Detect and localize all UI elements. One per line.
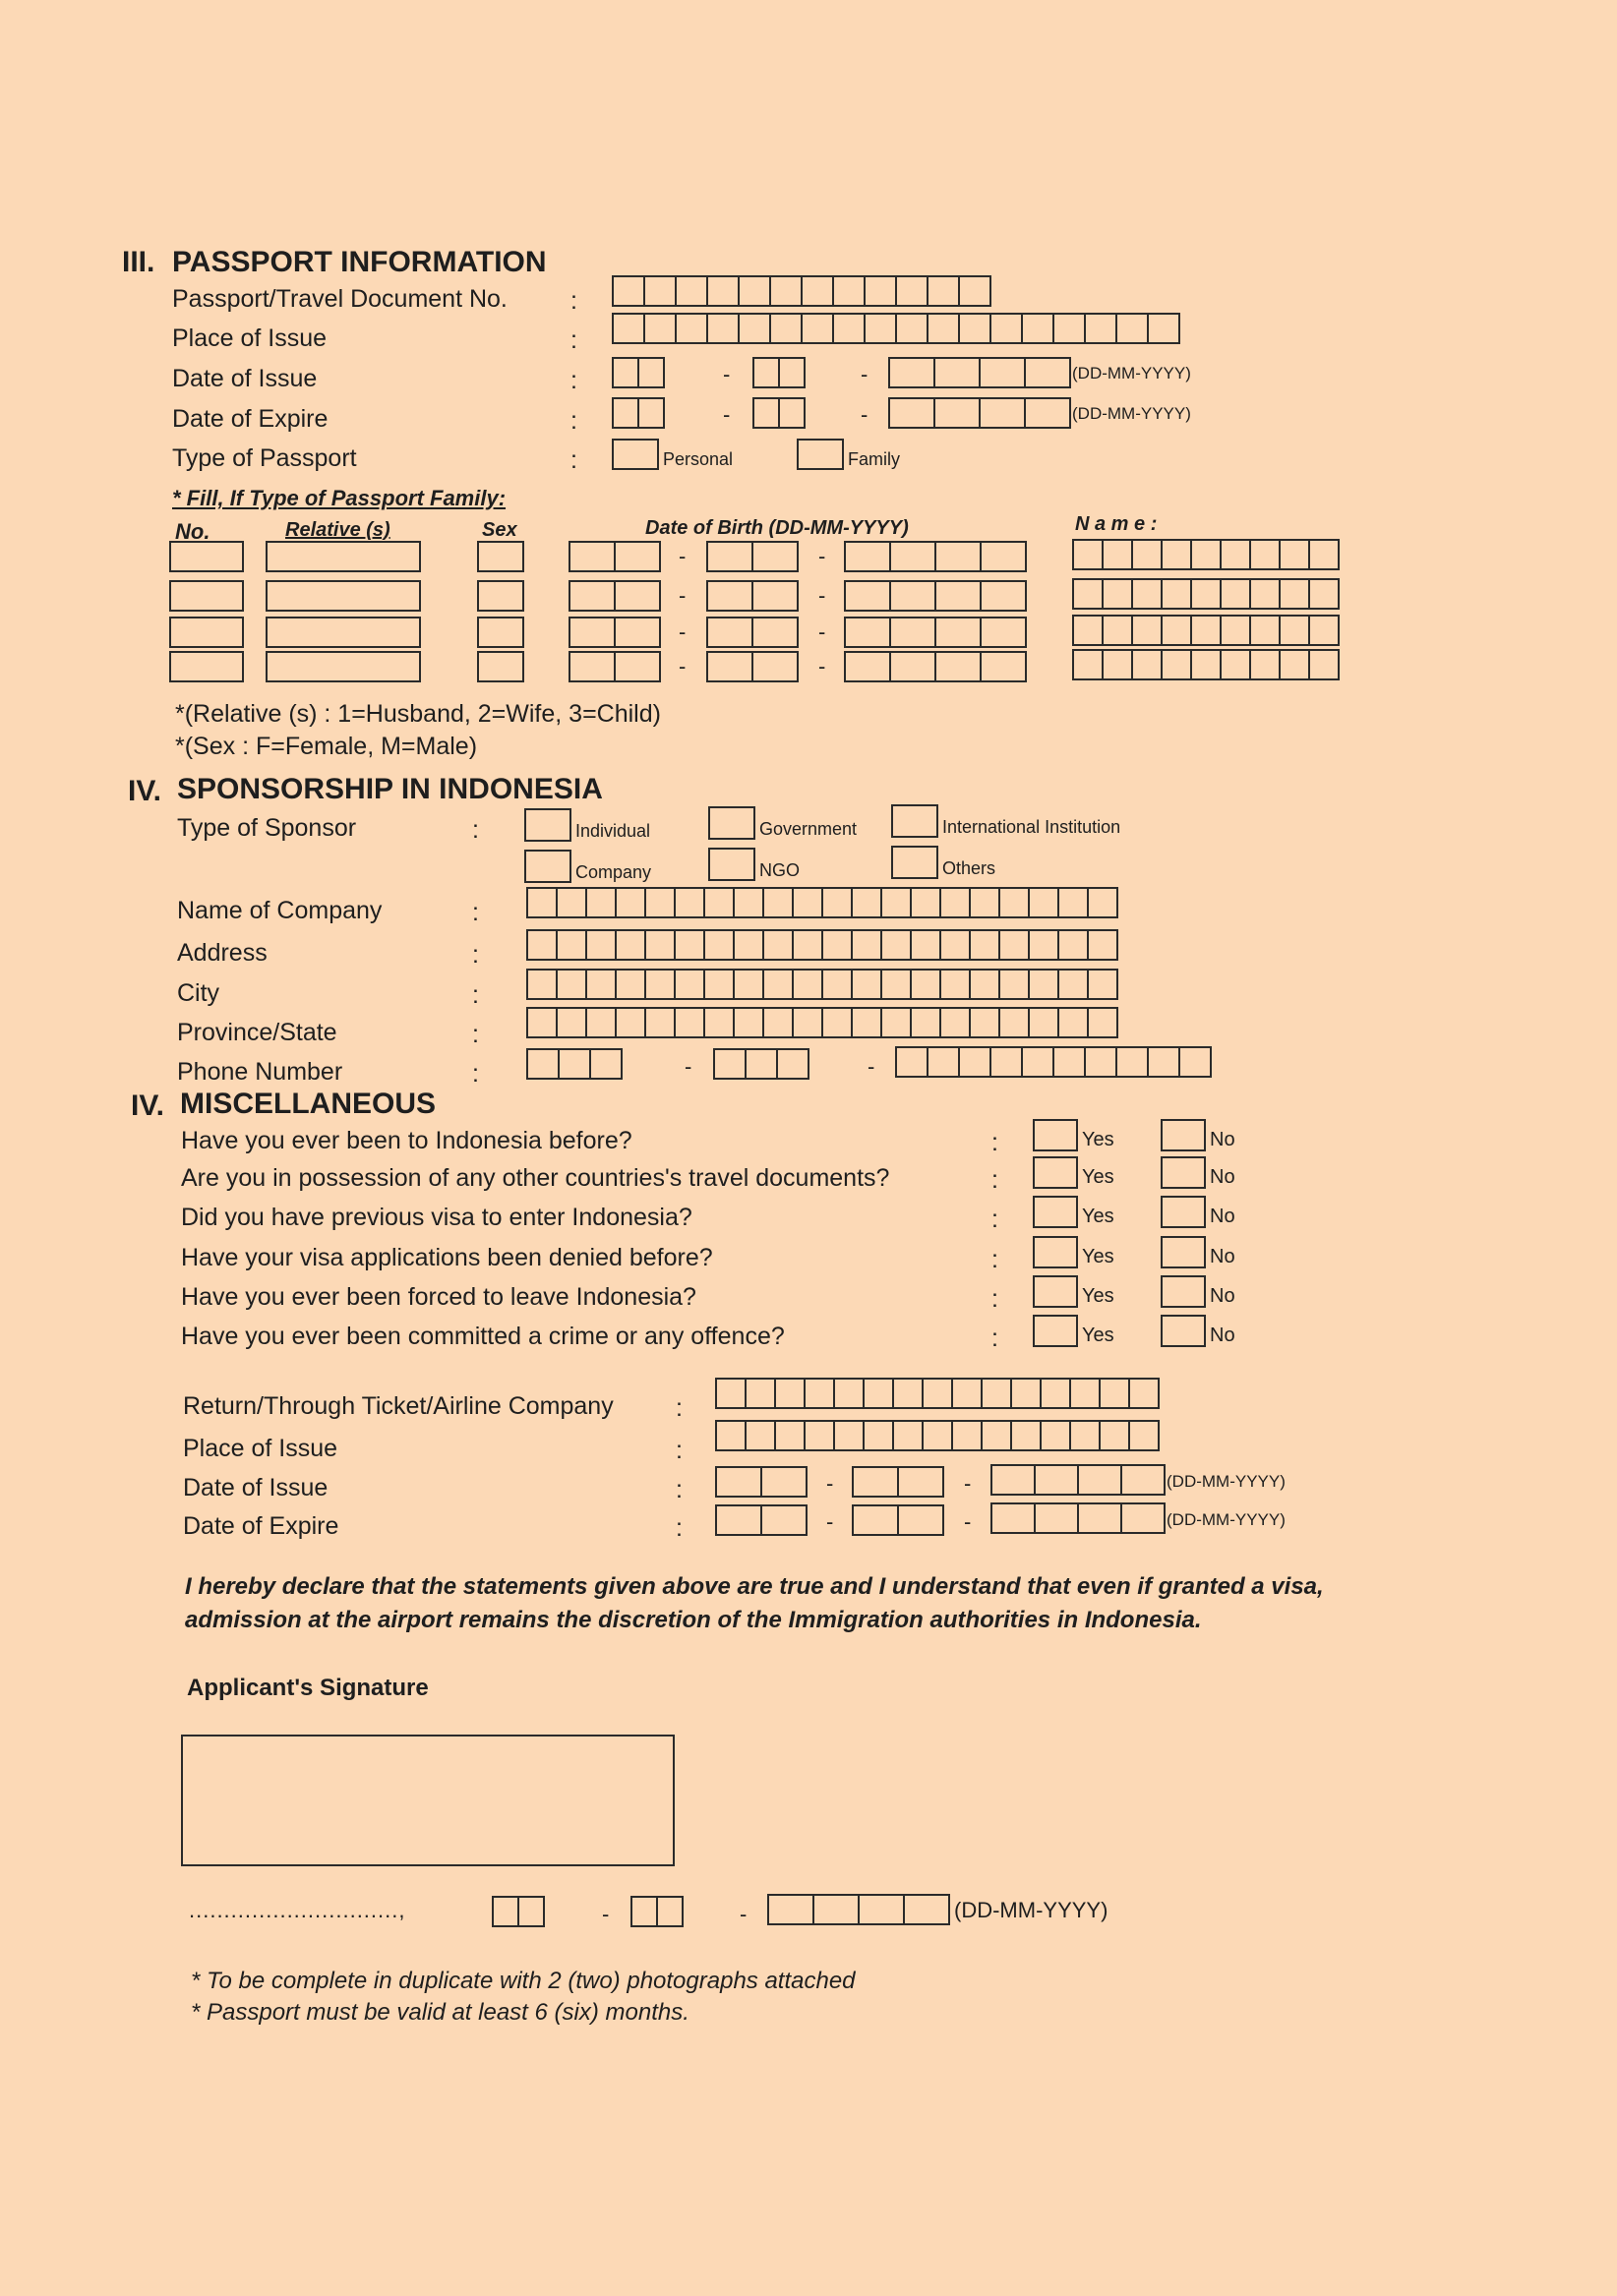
colon: : (676, 1394, 683, 1422)
family-dob-year[interactable] (844, 651, 1025, 682)
date-separator: - (826, 1509, 834, 1534)
family-dob-month[interactable] (706, 580, 797, 612)
family-header-name: N a m e : (1075, 513, 1158, 535)
family-footnote: *(Relative (s) : 1=Husband, 2=Wife, 3=Child) (175, 700, 661, 728)
colon: : (991, 1325, 998, 1352)
family-dob-day[interactable] (569, 541, 659, 572)
date-format-hint: (DD-MM-YYYY) (954, 1898, 1108, 1922)
family-sex-field[interactable] (477, 651, 522, 682)
passport-type-personal[interactable]: Personal (612, 439, 733, 470)
signature-place-dots: .............................., (189, 1898, 406, 1922)
label-province-state: Province/State (177, 1019, 337, 1046)
colon: : (570, 287, 577, 315)
signature-label: Applicant's Signature (187, 1675, 429, 1701)
ticket-place-of-issue-field[interactable] (715, 1420, 1158, 1451)
date-of-issue-year[interactable] (888, 357, 1069, 388)
family-footnote: *(Sex : F=Female, M=Male) (175, 733, 478, 760)
date-separator: - (964, 1509, 972, 1534)
checkbox[interactable] (1161, 1196, 1206, 1228)
phone-separator: - (868, 1054, 875, 1079)
ticket-expire-month[interactable] (852, 1504, 942, 1536)
phone-prefix-field[interactable] (713, 1048, 808, 1080)
footer-note: * To be complete in duplicate with 2 (two) photographs attached (191, 1968, 856, 1994)
family-header-dob: Date of Birth (DD-MM-YYYY) (645, 517, 909, 539)
date-separator: - (818, 544, 826, 568)
sponsor-company[interactable]: Company (524, 850, 651, 883)
family-name-field[interactable] (1072, 615, 1338, 646)
colon: : (570, 446, 577, 474)
misc-question: Have your visa applications been denied before? (181, 1244, 713, 1271)
checkbox[interactable] (1033, 1196, 1078, 1228)
family-sex-field[interactable] (477, 580, 522, 612)
date-separator: - (679, 583, 687, 608)
family-dob-month[interactable] (706, 541, 797, 572)
family-dob-month[interactable] (706, 617, 797, 648)
label-ticket-date-of-expire: Date of Expire (183, 1512, 339, 1540)
misc-no-option[interactable]: No (1161, 1236, 1235, 1268)
checkbox[interactable] (524, 808, 571, 842)
misc-yes-option[interactable]: Yes (1033, 1119, 1114, 1151)
label-type-of-sponsor: Type of Sponsor (177, 814, 357, 842)
signature-date-month[interactable] (630, 1896, 682, 1927)
checkbox[interactable] (708, 806, 755, 840)
date-separator: - (861, 402, 868, 427)
date-separator: - (679, 544, 687, 568)
checkbox[interactable] (1033, 1315, 1078, 1347)
colon: : (570, 326, 577, 354)
colon: : (472, 1021, 479, 1048)
family-dob-year[interactable] (844, 580, 1025, 612)
family-dob-month[interactable] (706, 651, 797, 682)
colon: : (472, 899, 479, 926)
family-relative-field[interactable] (266, 580, 419, 612)
checkbox[interactable] (1033, 1119, 1078, 1151)
checkbox[interactable] (1161, 1119, 1206, 1151)
date-format-hint: (DD-MM-YYYY) (1072, 364, 1191, 383)
sponsor-individual[interactable]: Individual (524, 808, 650, 842)
checkbox[interactable] (1161, 1275, 1206, 1308)
checkbox[interactable] (891, 804, 938, 838)
label-name-of-company: Name of Company (177, 897, 383, 924)
misc-no-option[interactable]: No (1161, 1275, 1235, 1308)
family-relative-field[interactable] (266, 617, 419, 648)
date-format-hint: (DD-MM-YYYY) (1072, 404, 1191, 423)
section-passport-title: PASSPORT INFORMATION (172, 246, 547, 278)
family-dob-day[interactable] (569, 651, 659, 682)
family-note: * Fill, If Type of Passport Family: (172, 486, 507, 510)
company-name-field[interactable] (526, 887, 1116, 918)
colon: : (472, 981, 479, 1009)
colon: : (991, 1285, 998, 1313)
family-no-field[interactable] (169, 617, 242, 648)
family-relative-field[interactable] (266, 651, 419, 682)
misc-no-option[interactable]: No (1161, 1156, 1235, 1189)
family-relative-field[interactable] (266, 541, 419, 572)
family-no-field[interactable] (169, 651, 242, 682)
date-separator: - (818, 583, 826, 608)
phone-separator: - (685, 1054, 692, 1079)
label-ticket-place-of-issue: Place of Issue (183, 1435, 338, 1462)
passport-type-family[interactable]: Family (797, 439, 900, 470)
label-city: City (177, 979, 220, 1007)
family-sex-field[interactable] (477, 617, 522, 648)
date-separator: - (964, 1471, 972, 1496)
misc-yes-option[interactable]: Yes (1033, 1315, 1114, 1347)
colon: : (991, 1246, 998, 1273)
section-misc-title: MISCELLANEOUS (180, 1088, 437, 1120)
date-of-expire-month[interactable] (752, 397, 804, 429)
ticket-expire-year[interactable] (990, 1502, 1164, 1534)
ticket-company-field[interactable] (715, 1378, 1158, 1409)
section-sponsorship-title: SPONSORSHIP IN INDONESIA (177, 773, 603, 805)
phone-number-field[interactable] (895, 1046, 1210, 1078)
date-separator: - (818, 619, 826, 644)
misc-no-option[interactable]: No (1161, 1315, 1235, 1347)
date-of-expire-day[interactable] (612, 397, 663, 429)
misc-question: Have you ever been to Indonesia before? (181, 1127, 632, 1154)
ticket-expire-day[interactable] (715, 1504, 806, 1536)
label-ticket-date-of-issue: Date of Issue (183, 1474, 329, 1501)
colon: : (676, 1437, 683, 1464)
province-field[interactable] (526, 1007, 1116, 1038)
date-format-hint: (DD-MM-YYYY) (1167, 1510, 1286, 1529)
family-dob-day[interactable] (569, 580, 659, 612)
checkbox[interactable] (1161, 1315, 1206, 1347)
sponsor-international-institution[interactable]: International Institution (891, 804, 1120, 838)
phone-area-code-field[interactable] (526, 1048, 621, 1080)
passport-no-field[interactable] (612, 275, 989, 307)
colon: : (472, 941, 479, 969)
date-separator: - (602, 1902, 610, 1926)
sponsor-government[interactable]: Government (708, 806, 857, 840)
date-of-expire-year[interactable] (888, 397, 1069, 429)
label-phone-number: Phone Number (177, 1058, 343, 1086)
colon: : (991, 1166, 998, 1194)
misc-yes-option[interactable]: Yes (1033, 1156, 1114, 1189)
label-type-of-passport: Type of Passport (172, 444, 357, 472)
section-passport-num: III. (122, 246, 155, 278)
colon: : (570, 407, 577, 435)
declaration-line-2: admission at the airport remains the discretion of the Immigration authorities in Indonesia. (185, 1607, 1202, 1633)
checkbox[interactable] (524, 850, 571, 883)
footer-note: * Passport must be valid at least 6 (six) months. (191, 1999, 689, 2026)
family-sex-field[interactable] (477, 541, 522, 572)
colon: : (472, 1060, 479, 1088)
address-field[interactable] (526, 929, 1116, 961)
family-dob-day[interactable] (569, 617, 659, 648)
ticket-issue-day[interactable] (715, 1466, 806, 1498)
declaration-line-1: I hereby declare that the statements given above are true and I understand that even if granted a visa, (185, 1573, 1324, 1600)
label-passport-no: Passport/Travel Document No. (172, 285, 508, 313)
checkbox[interactable] (708, 848, 755, 881)
date-separator: - (826, 1471, 834, 1496)
colon: : (570, 367, 577, 394)
label-date-of-issue: Date of Issue (172, 365, 318, 392)
family-name-field[interactable] (1072, 539, 1338, 570)
date-separator: - (723, 362, 731, 386)
date-of-issue-day[interactable] (612, 357, 663, 388)
family-dob-year[interactable] (844, 541, 1025, 572)
colon: : (991, 1206, 998, 1233)
family-name-field[interactable] (1072, 578, 1338, 610)
checkbox[interactable] (891, 846, 938, 879)
colon: : (676, 1476, 683, 1503)
date-separator: - (723, 402, 731, 427)
family-header-sex: Sex (482, 519, 517, 541)
date-separator: - (818, 654, 826, 678)
date-separator: - (679, 619, 687, 644)
colon: : (472, 816, 479, 844)
sponsor-others[interactable]: Others (891, 846, 995, 879)
section-misc-num: IV. (131, 1089, 164, 1122)
checkbox[interactable] (797, 439, 844, 470)
signature-date-day[interactable] (492, 1896, 543, 1927)
checkbox[interactable] (612, 439, 659, 470)
date-separator: - (740, 1902, 748, 1926)
family-no-field[interactable] (169, 580, 242, 612)
signature-date-year[interactable] (767, 1894, 948, 1925)
checkbox[interactable] (1161, 1156, 1206, 1189)
label-ticket-company: Return/Through Ticket/Airline Company (183, 1392, 614, 1420)
label-address: Address (177, 939, 268, 967)
label-place-of-issue: Place of Issue (172, 324, 328, 352)
date-format-hint: (DD-MM-YYYY) (1167, 1472, 1286, 1491)
colon: : (676, 1514, 683, 1542)
checkbox[interactable] (1033, 1236, 1078, 1268)
checkbox[interactable] (1161, 1236, 1206, 1268)
checkbox[interactable] (1033, 1156, 1078, 1189)
family-header-relative: Relative (s) (285, 519, 390, 541)
checkbox[interactable] (1033, 1275, 1078, 1308)
misc-yes-option[interactable]: Yes (1033, 1275, 1114, 1308)
family-no-field[interactable] (169, 541, 242, 572)
family-dob-year[interactable] (844, 617, 1025, 648)
signature-box[interactable] (181, 1735, 675, 1866)
sponsor-ngo[interactable]: NGO (708, 848, 800, 881)
ticket-issue-year[interactable] (990, 1464, 1164, 1496)
family-header-no: No. (175, 519, 210, 544)
misc-question: Are you in possession of any other countries's travel documents? (181, 1164, 890, 1192)
family-name-field[interactable] (1072, 649, 1338, 680)
place-of-issue-field[interactable] (612, 313, 1178, 344)
misc-yes-option[interactable]: Yes (1033, 1196, 1114, 1228)
colon: : (991, 1129, 998, 1156)
misc-question: Did you have previous visa to enter Indonesia? (181, 1204, 692, 1231)
misc-no-option[interactable]: No (1161, 1119, 1235, 1151)
city-field[interactable] (526, 969, 1116, 1000)
ticket-issue-month[interactable] (852, 1466, 942, 1498)
date-separator: - (861, 362, 868, 386)
misc-no-option[interactable]: No (1161, 1196, 1235, 1228)
date-separator: - (679, 654, 687, 678)
misc-question: Have you ever been forced to leave Indonesia? (181, 1283, 696, 1311)
section-sponsorship-num: IV. (128, 775, 161, 807)
date-of-issue-month[interactable] (752, 357, 804, 388)
misc-question: Have you ever been committed a crime or any offence? (181, 1323, 785, 1350)
misc-yes-option[interactable]: Yes (1033, 1236, 1114, 1268)
label-date-of-expire: Date of Expire (172, 405, 329, 433)
